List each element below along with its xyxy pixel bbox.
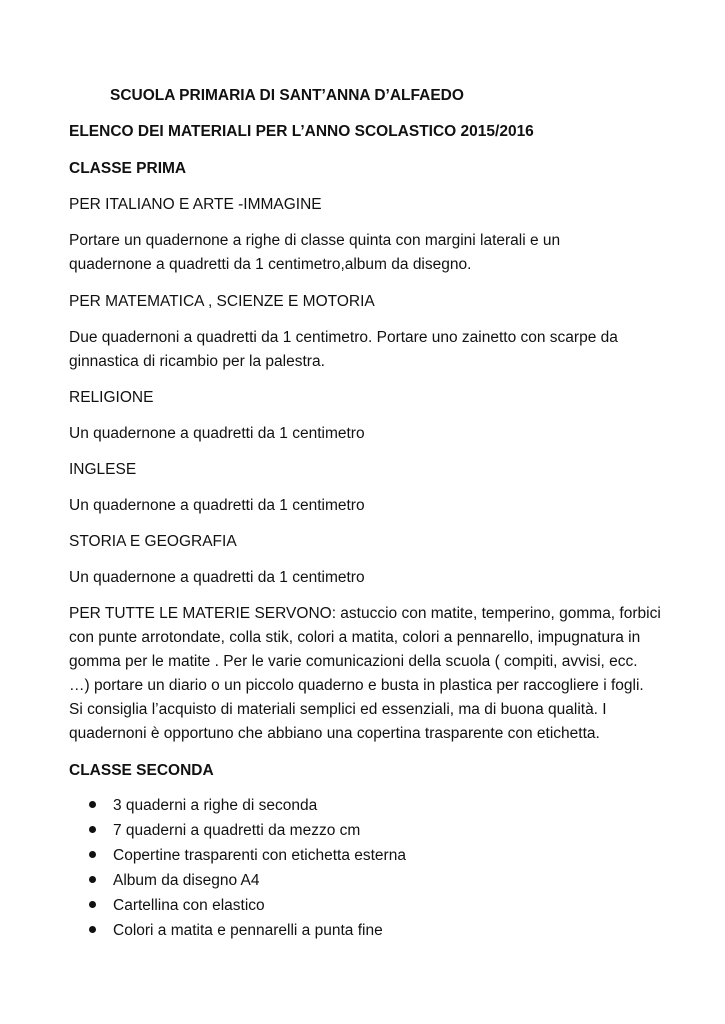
italiano-arte-heading: PER ITALIANO E ARTE -IMMAGINE [69,196,322,213]
tutte-materie-line-1: PER TUTTE LE MATERIE SERVONO: astuccio con matite, temperino, gomma, forbici [69,605,661,622]
religione-heading: RELIGIONE [69,389,154,406]
list-item-text: Colori a matita e pennarelli a punta fine [113,922,383,939]
bullet-icon [89,801,96,808]
storia-geografia-heading: STORIA E GEOGRAFIA [69,533,237,550]
tutte-materie-line-4: …) portare un diario o un piccolo quaderno e busta in plastica per raccogliere i fogli. [69,677,644,694]
materials-list-title: ELENCO DEI MATERIALI PER L’ANNO SCOLASTICO 2015/2016 [69,123,534,140]
list-item-text: Copertine trasparenti con etichetta esterna [113,847,406,864]
tutte-materie-line-2: con punte arrotondate, colla stik, colori a matita, colori a pennarello, impugnatura in [69,629,641,646]
tutte-materie-line-6: quadernoni è opportuno che abbiano una copertina trasparente con etichetta. [69,725,600,742]
italiano-text-line-1: Portare un quadernone a righe di classe quinta con margini laterali e un [69,232,561,249]
matematica-heading: PER MATEMATICA , SCIENZE E MOTORIA [69,293,375,310]
bullet-icon [89,876,96,883]
bullet-icon [89,851,96,858]
matematica-text-line-1: Due quadernoni a quadretti da 1 centimetro. Portare uno zainetto con scarpe da [69,329,618,346]
italiano-text-line-2: quadernone a quadretti da 1 centimetro,album da disegno. [69,256,472,273]
tutte-materie-line-5: Si consiglia l’acquisto di materiali semplici ed essenziali, ma di buona qualità. I [69,701,607,718]
list-item-text: 3 quaderni a righe di seconda [113,797,318,814]
school-title: SCUOLA PRIMARIA DI SANT’ANNA D’ALFAEDO [110,87,464,104]
bullet-icon [89,901,96,908]
bullet-icon [89,826,96,833]
storia-geografia-text: Un quadernone a quadretti da 1 centimetro [69,569,365,586]
bullet-icon [89,926,96,933]
matematica-text-line-2: ginnastica di ricambio per la palestra. [69,353,325,370]
list-item-text: 7 quaderni a quadretti da mezzo cm [113,822,361,839]
inglese-heading: INGLESE [69,461,137,478]
list-item-text: Cartellina con elastico [113,897,265,914]
classe-seconda-heading: CLASSE SECONDA [69,762,214,779]
tutte-materie-line-3: gomma per le matite . Per le varie comunicazioni della scuola ( compiti, avvisi, ecc. [69,653,638,670]
list-item-text: Album da disegno A4 [113,872,260,889]
inglese-text: Un quadernone a quadretti da 1 centimetro [69,497,365,514]
classe-prima-heading: CLASSE PRIMA [69,160,187,177]
religione-text: Un quadernone a quadretti da 1 centimetro [69,425,365,442]
